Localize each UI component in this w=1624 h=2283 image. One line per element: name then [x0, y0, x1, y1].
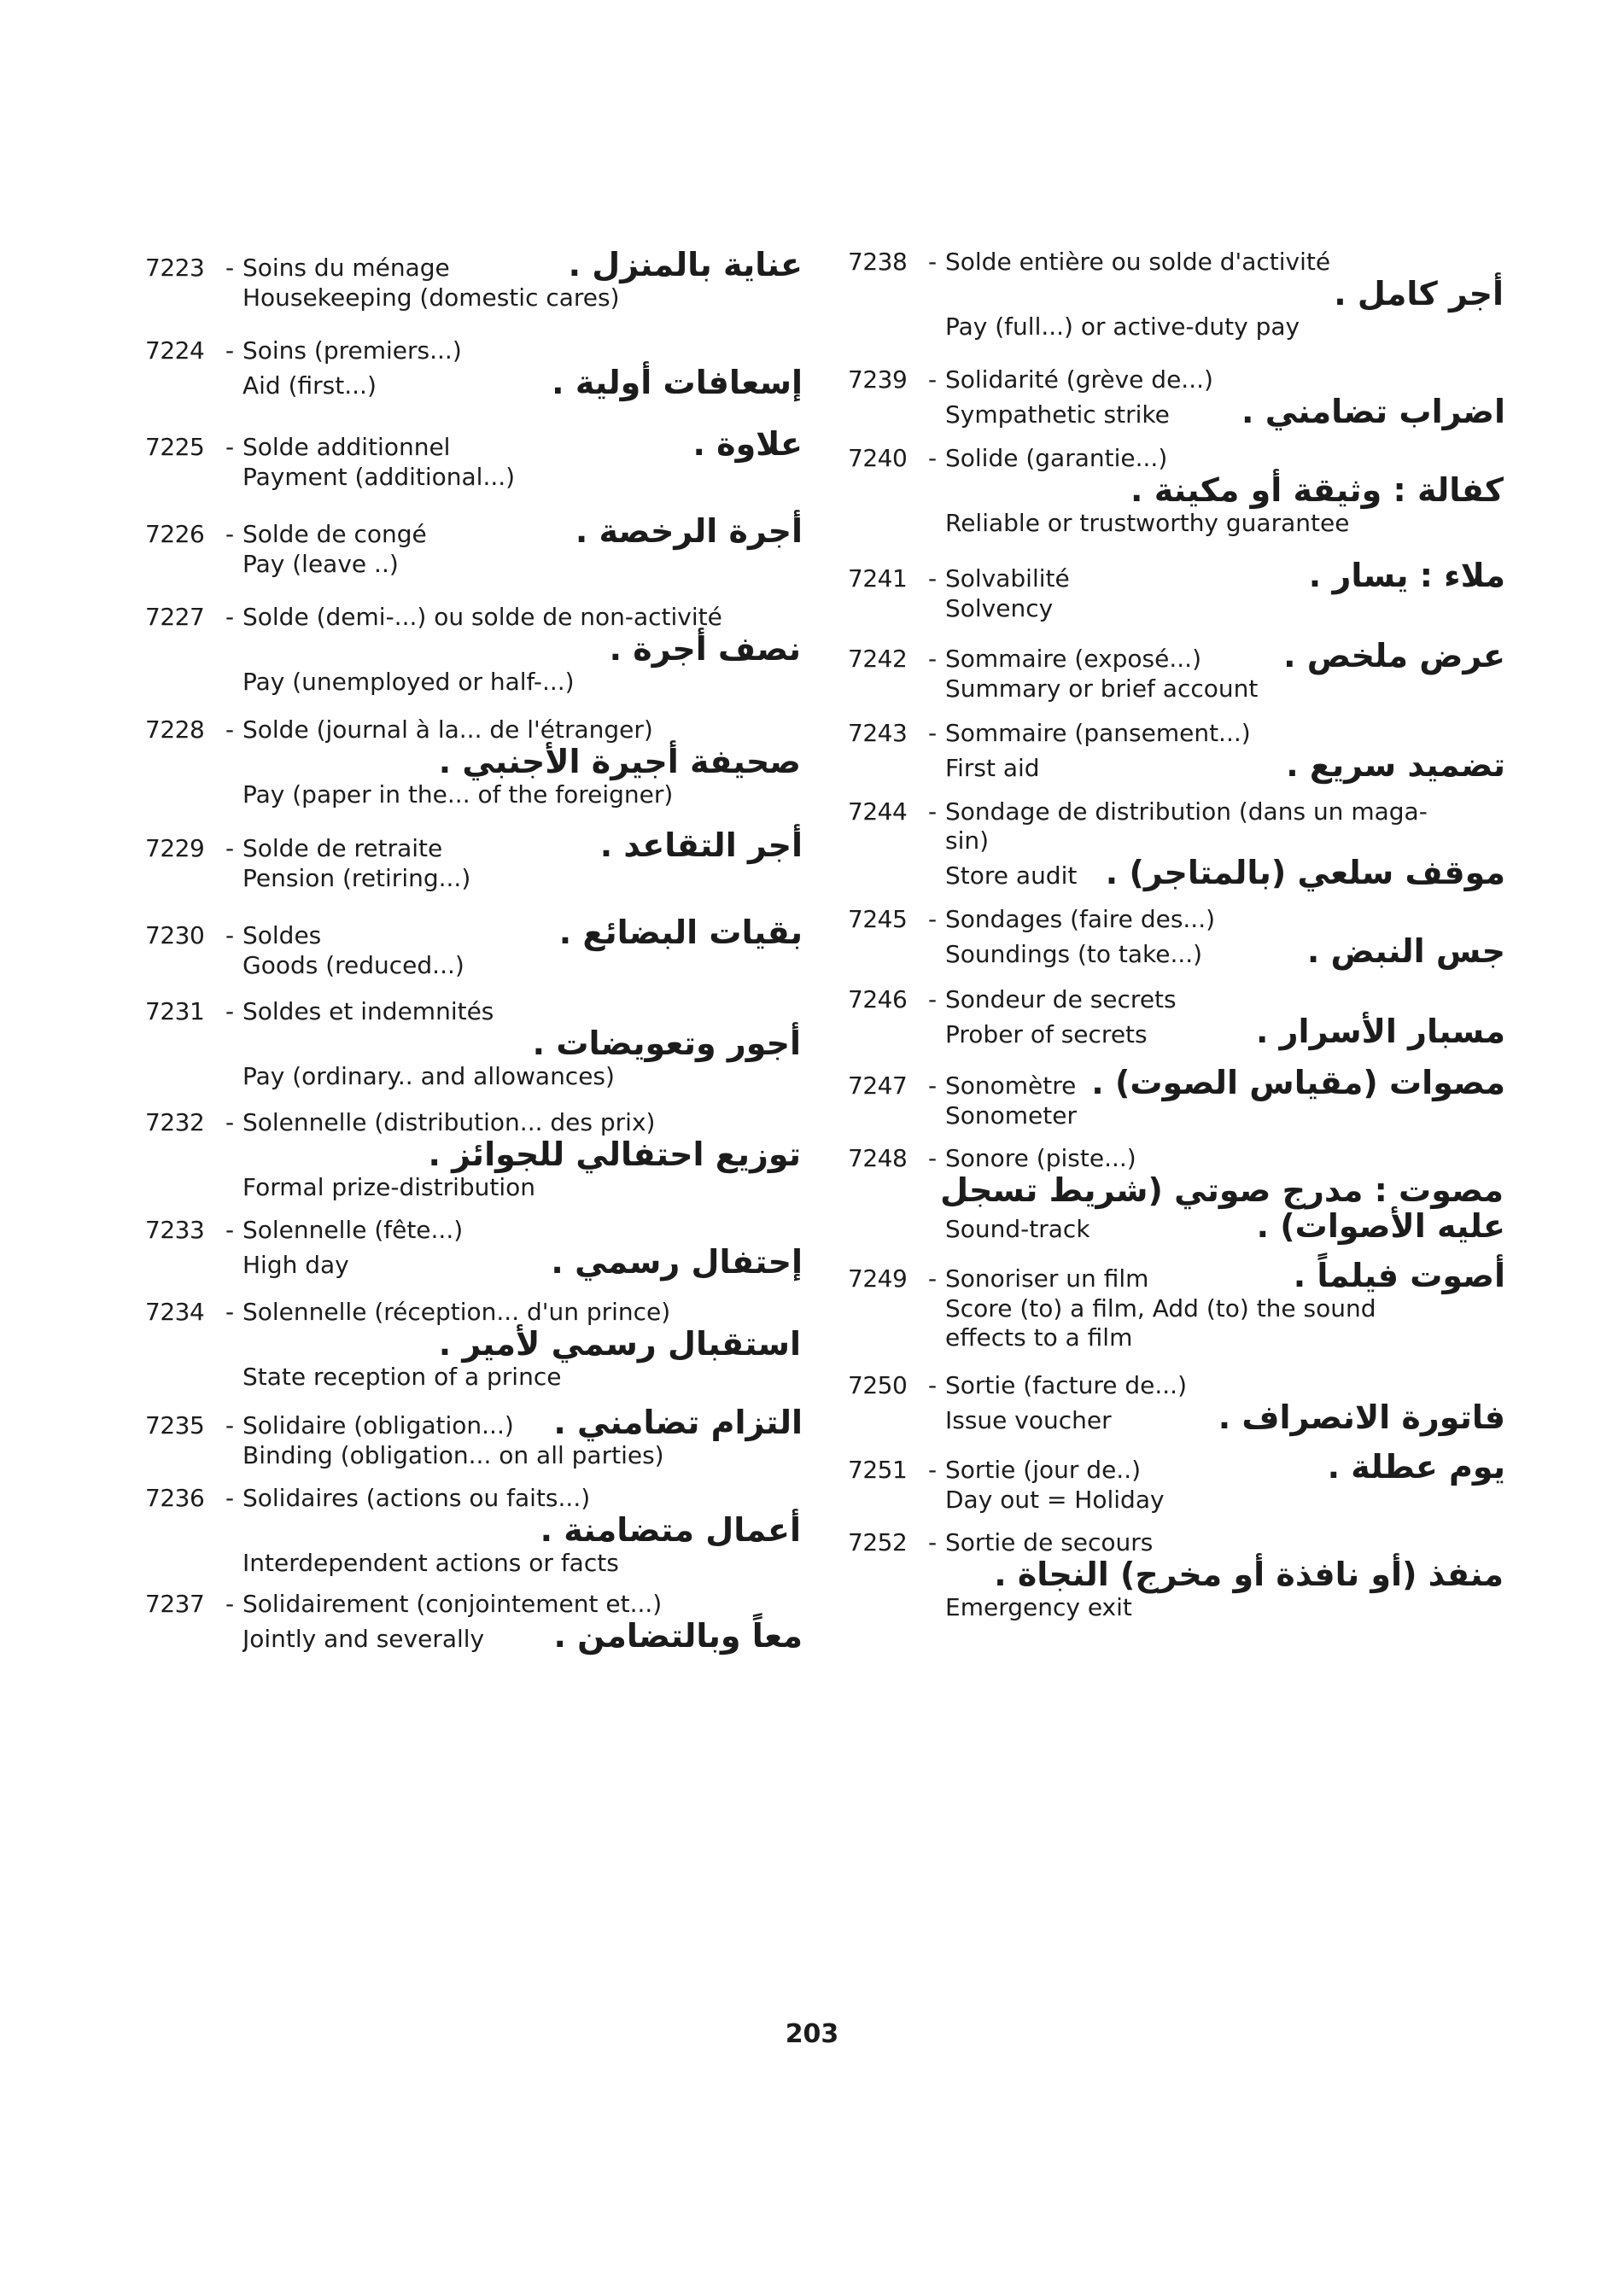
arabic-term: أعمال متضامنة . — [540, 1511, 801, 1550]
entry-head — [145, 248, 803, 283]
entry-dash: - — [225, 1411, 235, 1440]
entry-number: 7248 — [848, 1144, 908, 1172]
entry-head — [145, 1405, 803, 1441]
entry-number: 7242 — [848, 645, 908, 674]
entry-head — [848, 1144, 1505, 1173]
french-term: Solennelle (réception... d'un prince) — [242, 1298, 671, 1327]
english-term: Pay (ordinary.. and allowances) — [242, 1061, 615, 1090]
arabic-term: كفالة : وثيقة أو مكينة . — [1130, 471, 1504, 510]
english-term: Sonometer — [945, 1101, 1077, 1130]
dictionary-entry — [145, 1484, 803, 1578]
arabic-term: أجر التقاعد . — [599, 826, 803, 865]
arabic-term-continued: عليه الأصوات) . — [1256, 1206, 1505, 1245]
dictionary-entry — [848, 1066, 1505, 1130]
arabic-term: توزيع احتفالي للجوائز . — [428, 1136, 801, 1174]
dictionary-entry — [848, 1447, 1505, 1515]
french-term: Solde (demi-...) ou solde de non-activité — [242, 602, 722, 631]
arabic-line — [145, 1137, 803, 1173]
entry-number: 7231 — [145, 996, 205, 1025]
entry-dash: - — [927, 1370, 938, 1399]
dictionary-entry — [145, 828, 803, 893]
dictionary-entry — [145, 915, 803, 980]
french-term: Solde (journal à la... de l'étranger) — [242, 715, 653, 744]
french-term: Sondeur de secrets — [945, 985, 1177, 1014]
french-term: Solidarité (grève de...) — [945, 365, 1213, 394]
dictionary-entry — [848, 905, 1505, 970]
entry-number: 7225 — [145, 432, 205, 461]
french-term: Sortie de secours — [945, 1527, 1154, 1556]
entry-number: 7226 — [145, 519, 205, 548]
entry-head — [848, 558, 1505, 594]
english-term: High day — [242, 1251, 349, 1280]
entry-dash: - — [927, 248, 938, 276]
english-term: Housekeeping (domestic cares) — [242, 283, 620, 312]
entry-number: 7250 — [848, 1370, 908, 1399]
english-line — [848, 1593, 1505, 1622]
dictionary-entry — [848, 985, 1505, 1050]
arabic-term: معاً وبالتضامن . — [553, 1617, 803, 1655]
english-line — [145, 864, 803, 893]
english-line — [145, 1549, 803, 1578]
french-term: Solidaire (obligation...) — [242, 1411, 514, 1440]
english-line — [848, 594, 1505, 623]
dictionary-entry — [145, 715, 803, 809]
french-term: Soins (premiers...) — [242, 336, 462, 365]
french-term: Soldes — [242, 920, 322, 949]
english-term: Formal prize-distribution — [242, 1173, 536, 1201]
entry-number: 7241 — [848, 564, 908, 593]
entry-number: 7223 — [145, 254, 205, 282]
left-column — [145, 248, 803, 1655]
dictionary-entry — [848, 797, 1505, 891]
arabic-term: بقيات البضائع . — [558, 913, 803, 951]
entry-head — [145, 997, 803, 1026]
english-line — [848, 855, 1505, 891]
entry-dash: - — [927, 1527, 938, 1556]
dictionary-entry — [145, 997, 803, 1091]
dictionary-entry — [848, 444, 1505, 538]
english-line — [848, 1486, 1505, 1515]
entry-dash: - — [927, 1455, 938, 1484]
entry-dash: - — [927, 719, 938, 748]
arabic-line — [145, 1026, 803, 1062]
arabic-term: اضراب تضامني . — [1241, 393, 1505, 431]
french-term: Solde additionnel — [242, 432, 451, 461]
arabic-line — [848, 1557, 1505, 1593]
entry-dash: - — [927, 985, 938, 1014]
entry-number: 7227 — [145, 602, 205, 631]
arabic-term: نصف أجرة . — [609, 629, 801, 668]
french-term: Solde de retraite — [242, 834, 443, 863]
entry-number: 7235 — [145, 1411, 205, 1440]
entry-dash: - — [225, 1590, 235, 1619]
english-line — [145, 1245, 803, 1281]
dictionary-entry — [145, 603, 803, 697]
entry-number: 7230 — [145, 920, 205, 949]
french-term: Solennelle (fête...) — [242, 1216, 464, 1245]
arabic-term: علاوة . — [692, 424, 803, 463]
entry-number: 7237 — [145, 1590, 205, 1619]
arabic-line — [145, 1327, 803, 1363]
french-term-continued: sin) — [945, 826, 990, 855]
english-line — [848, 509, 1505, 538]
french-term: Sondage de distribution (dans un maga- — [945, 797, 1428, 826]
arabic-line — [145, 744, 803, 780]
french-term: Solidairement (conjointement et...) — [242, 1590, 663, 1619]
entry-head — [848, 1371, 1505, 1400]
entry-dash: - — [225, 254, 235, 282]
arabic-term: مسبار الأسرار . — [1256, 1013, 1505, 1051]
english-line — [848, 934, 1505, 970]
right-column — [848, 248, 1505, 1622]
english-line — [848, 748, 1505, 784]
english-term: Goods (reduced...) — [242, 950, 464, 979]
entry-dash: - — [927, 1264, 938, 1293]
english-term: Pay (leave ..) — [242, 549, 399, 578]
french-term: Sommaire (exposé...) — [945, 645, 1201, 674]
entry-head — [145, 915, 803, 951]
entry-dash: - — [927, 444, 938, 473]
entry-dash: - — [927, 905, 938, 934]
dictionary-entry — [848, 1144, 1505, 1245]
dictionary-entry — [145, 248, 803, 312]
entry-dash: - — [927, 1071, 938, 1101]
entry-dash: - — [225, 715, 235, 744]
french-term: Solde entière ou solde d'activité — [945, 248, 1331, 276]
french-term: Sortie (facture de...) — [945, 1370, 1188, 1399]
entry-number: 7243 — [848, 719, 908, 748]
french-term: Sonore (piste...) — [945, 1144, 1136, 1172]
french-term: Sommaire (pansement...) — [945, 719, 1251, 748]
french-term: Solide (garantie...) — [945, 444, 1168, 473]
english-line — [145, 283, 803, 312]
entry-number: 7247 — [848, 1071, 908, 1101]
english-term: Score (to) a film, Add (to) the sound — [945, 1293, 1376, 1323]
entry-dash: - — [225, 432, 235, 461]
english-line — [848, 1294, 1505, 1323]
arabic-term: أجرة الرخصة . — [575, 511, 803, 550]
entry-head — [848, 639, 1505, 674]
entry-number: 7246 — [848, 985, 908, 1014]
entry-head — [848, 444, 1505, 473]
dictionary-entry — [848, 1371, 1505, 1436]
english-term: Solvency — [945, 593, 1054, 622]
arabic-line — [848, 473, 1505, 509]
arabic-term: مصوات (مقياس الصوت) . — [1091, 1064, 1505, 1102]
dictionary-entry — [848, 365, 1505, 430]
entry-number: 7252 — [848, 1527, 908, 1556]
english-term: First aid — [945, 754, 1040, 783]
entry-head — [848, 719, 1505, 748]
entry-number: 7229 — [145, 834, 205, 863]
english-term-continued: effects to a film — [945, 1323, 1133, 1352]
dictionary-entry — [145, 424, 803, 492]
entry-head — [145, 1484, 803, 1513]
english-term: Payment (additional...) — [242, 462, 516, 491]
english-term: Pay (unemployed or half-...) — [242, 667, 575, 696]
entry-number: 7236 — [145, 1484, 205, 1513]
arabic-term: منفذ (أو نافذة أو مخرج) النجاة . — [994, 1555, 1504, 1593]
french-term: Sondages (faire des...) — [945, 905, 1216, 934]
english-term: Emergency exit — [945, 1592, 1132, 1621]
entry-head — [145, 603, 803, 632]
entry-number: 7234 — [145, 1298, 205, 1327]
arabic-term: فاتورة الانصراف . — [1218, 1398, 1505, 1437]
english-term: Soundings (to take...) — [945, 940, 1203, 969]
entry-head — [848, 985, 1505, 1014]
entry-dash: - — [927, 645, 938, 674]
dictionary-entry — [848, 1528, 1505, 1622]
entry-number: 7238 — [848, 248, 908, 276]
entry-head — [145, 1298, 803, 1327]
entry-head — [848, 248, 1505, 277]
entry-dash: - — [225, 920, 235, 949]
entry-number: 7244 — [848, 797, 908, 826]
french-term: Sortie (jour de..) — [945, 1455, 1142, 1484]
english-line — [848, 394, 1505, 430]
english-line — [848, 1014, 1505, 1050]
arabic-term: صحيفة أجيرة الأجنبي . — [438, 743, 801, 781]
entry-head — [848, 797, 1505, 826]
english-line — [145, 550, 803, 579]
english-line — [848, 1206, 1505, 1245]
english-term: Jointly and severally — [242, 1625, 485, 1654]
english-line — [848, 1400, 1505, 1436]
english-term: Prober of secrets — [945, 1020, 1148, 1049]
entry-dash: - — [225, 1484, 235, 1513]
arabic-term: عناية بالمنزل . — [568, 246, 803, 283]
entry-dash: - — [927, 797, 938, 826]
english-line — [145, 1062, 803, 1091]
arabic-term: استقبال رسمي لأمير . — [438, 1325, 801, 1363]
entry-number: 7240 — [848, 444, 908, 473]
dictionary-entry — [145, 1405, 803, 1470]
dictionary-entry — [848, 639, 1505, 704]
english-line — [145, 668, 803, 697]
arabic-line — [145, 629, 803, 668]
entry-head — [848, 365, 1505, 394]
arabic-term: أصوت فيلماً . — [1293, 1256, 1505, 1294]
entry-dash: - — [225, 1216, 235, 1245]
arabic-term: يوم عطلة . — [1327, 1447, 1505, 1486]
french-term: Sonomètre — [945, 1071, 1077, 1101]
french-term: Solidaires (actions ou faits...) — [242, 1484, 591, 1513]
entry-dash: - — [927, 1144, 938, 1172]
entry-head — [145, 336, 803, 365]
page-number: 203 — [785, 2019, 839, 2049]
french-term: Solde de congé — [242, 519, 427, 548]
entry-dash: - — [927, 564, 938, 593]
english-term: Store audit — [945, 861, 1078, 890]
english-term: Sympathetic strike — [945, 400, 1170, 429]
english-line — [848, 1101, 1505, 1130]
dictionary-entry — [848, 719, 1505, 784]
english-term: Sound-track — [945, 1214, 1090, 1243]
dictionary-entry — [848, 248, 1505, 342]
arabic-term: تضميد سريع . — [1286, 746, 1505, 785]
arabic-term: أجور وتعويضات . — [532, 1025, 801, 1063]
entry-head — [848, 1447, 1505, 1486]
entry-head — [145, 1108, 803, 1137]
english-term: Reliable or trustworthy guarantee — [945, 509, 1350, 538]
arabic-term: إسعافات أولية . — [552, 364, 803, 402]
arabic-term: التزام تضامني . — [553, 1404, 803, 1442]
english-term: Issue voucher — [945, 1406, 1112, 1435]
entry-dash: - — [927, 365, 938, 394]
english-term: Summary or brief account — [945, 674, 1259, 703]
dictionary-entry — [145, 336, 803, 401]
english-line — [145, 1173, 803, 1202]
french-term: Solvabilité — [945, 564, 1070, 593]
dictionary-entry — [145, 1216, 803, 1281]
dictionary-entry — [848, 1258, 1505, 1352]
entry-number: 7245 — [848, 905, 908, 934]
french-term: Solennelle (distribution... des prix) — [242, 1108, 656, 1137]
arabic-line — [848, 277, 1505, 312]
arabic-term: أجر كامل . — [1334, 275, 1504, 313]
entry-number: 7233 — [145, 1216, 205, 1245]
entry-head — [848, 905, 1505, 934]
english-term: Pension (retiring...) — [242, 863, 471, 892]
english-term: Pay (paper in the... of the foreigner) — [242, 779, 674, 809]
entry-number: 7228 — [145, 715, 205, 744]
arabic-term: عرض ملخص . — [1283, 637, 1505, 675]
english-line — [145, 1441, 803, 1470]
dictionary-entry — [145, 1298, 803, 1392]
entry-head — [145, 1216, 803, 1245]
english-line — [145, 365, 803, 401]
english-line — [145, 951, 803, 980]
english-line — [145, 463, 803, 492]
entry-dash: - — [225, 336, 235, 365]
french-term: Sonoriser un film — [945, 1264, 1149, 1293]
arabic-term: جس النبض . — [1306, 932, 1505, 971]
entry-number: 7249 — [848, 1264, 908, 1293]
english-line — [848, 674, 1505, 704]
english-term: Pay (full...) or active-duty pay — [945, 312, 1300, 341]
dictionary-entry — [848, 558, 1505, 623]
english-line — [145, 780, 803, 809]
english-term: Aid (first...) — [242, 371, 377, 400]
entry-number: 7251 — [848, 1455, 908, 1484]
french-term: Soldes et indemnités — [242, 996, 494, 1025]
entry-head — [848, 1528, 1505, 1557]
arabic-term: مصوت : مدرج صوتي (شريط تسجل — [940, 1171, 1504, 1210]
entry-head — [145, 511, 803, 550]
entry-head — [145, 1590, 803, 1619]
dictionary-entry — [145, 1590, 803, 1655]
entry-dash: - — [225, 1298, 235, 1327]
entry-head — [848, 1258, 1505, 1294]
entry-dash: - — [225, 996, 235, 1025]
arabic-term: موقف سلعي (بالمتاجر) . — [1105, 854, 1505, 892]
english-term: Interdependent actions or facts — [242, 1549, 619, 1578]
entry-head — [145, 828, 803, 864]
entry-head — [848, 1066, 1505, 1101]
dictionary-entry — [145, 1108, 803, 1202]
english-line — [848, 312, 1505, 342]
entry-number: 7232 — [145, 1108, 205, 1137]
entry-head — [145, 715, 803, 744]
entry-number: 7239 — [848, 365, 908, 394]
arabic-term: إحتفال رسمي . — [551, 1243, 803, 1282]
arabic-term: ملاء : يسار . — [1308, 557, 1505, 595]
entry-head — [145, 424, 803, 463]
entry-number: 7224 — [145, 336, 205, 365]
entry-dash: - — [225, 602, 235, 631]
entry-dash: - — [225, 834, 235, 863]
english-line — [145, 1619, 803, 1655]
english-term: Day out = Holiday — [945, 1485, 1165, 1514]
english-line — [145, 1363, 803, 1392]
entry-dash: - — [225, 1108, 235, 1137]
english-term: Binding (obligation... on all parties) — [242, 1441, 664, 1470]
french-term: Soins du ménage — [242, 254, 450, 282]
arabic-line — [848, 1173, 1505, 1209]
entry-dash: - — [225, 519, 235, 548]
dictionary-entry — [145, 511, 803, 579]
english-term: State reception of a prince — [242, 1363, 562, 1392]
arabic-line — [145, 1513, 803, 1549]
